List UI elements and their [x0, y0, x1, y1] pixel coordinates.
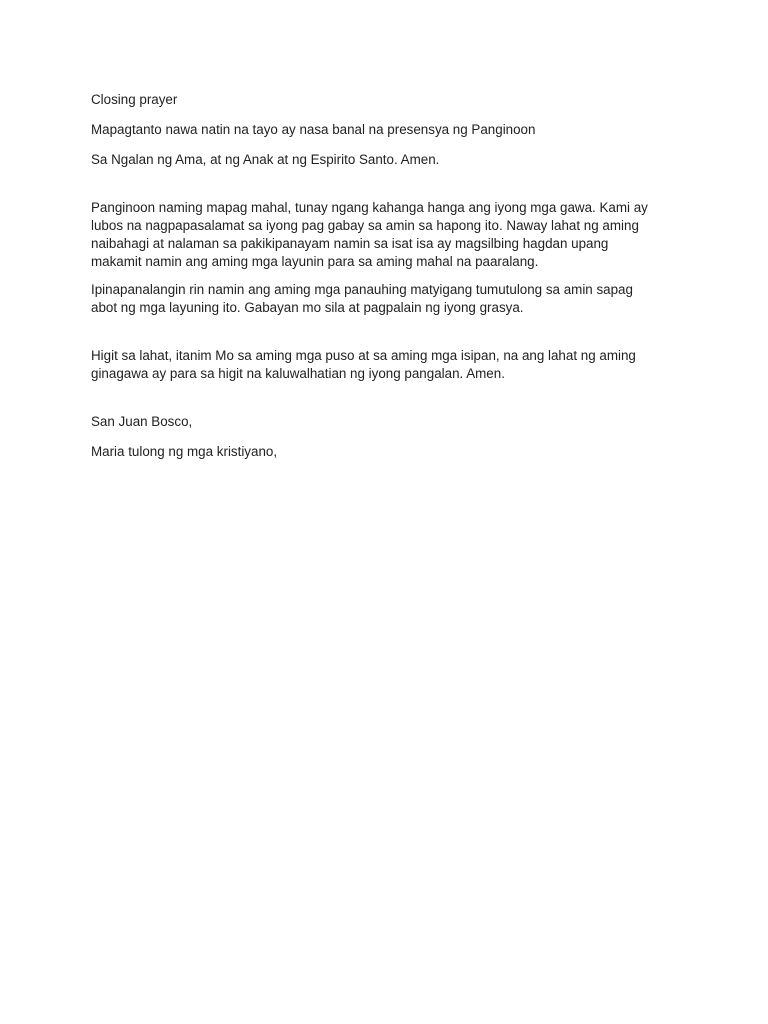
paragraph-glory — [91, 347, 691, 383]
opening-line-1: Mapagtanto nawa natin na tayo ay nasa banal na presensya ng Panginoon — [91, 122, 536, 137]
closing-line-2: Maria tulong ng mga kristiyano, — [91, 444, 278, 459]
paragraph-line: Panginoon naming mapag mahal, tunay ngang kahanga hanga ang iyong mga gawa. Kami ay — [91, 200, 648, 215]
paragraph-thanksgiving — [91, 199, 691, 271]
paragraph-line: Ipinapanalangin rin namin ang aming mga panauhing matyigang tumutulong sa amin sapag — [91, 282, 633, 297]
paragraph-line: ginagawa ay para sa higit na kaluwalhatian ng iyong pangalan. Amen. — [91, 366, 505, 381]
paragraph-line: makamit namin ang aming mga layunin para sa aming mahal na paaralang. — [91, 254, 539, 269]
paragraph-line: lubos na nagpapasalamat sa iyong pag gabay sa amin sa hapong ito. Naway lahat ng aming — [91, 218, 639, 233]
paragraph-line: naibahagi at nalaman sa pakikipanayam namin sa isat isa ay magsilbing hagdan upang — [91, 236, 609, 251]
paragraph-line: abot ng mga layuning ito. Gabayan mo sila at pagpalain ng iyong grasya. — [91, 300, 524, 315]
opening-line-2: Sa Ngalan ng Ama, at ng Anak at ng Espirito Santo. Amen. — [91, 152, 440, 167]
closing-line-1: San Juan Bosco, — [91, 414, 193, 429]
document-body — [91, 91, 691, 461]
paragraph-guests — [91, 281, 691, 317]
document-title: Closing prayer — [91, 92, 178, 107]
paragraph-line: Higit sa lahat, itanim Mo sa aming mga puso at sa aming mga isipan, na ang lahat ng aming — [91, 348, 636, 363]
